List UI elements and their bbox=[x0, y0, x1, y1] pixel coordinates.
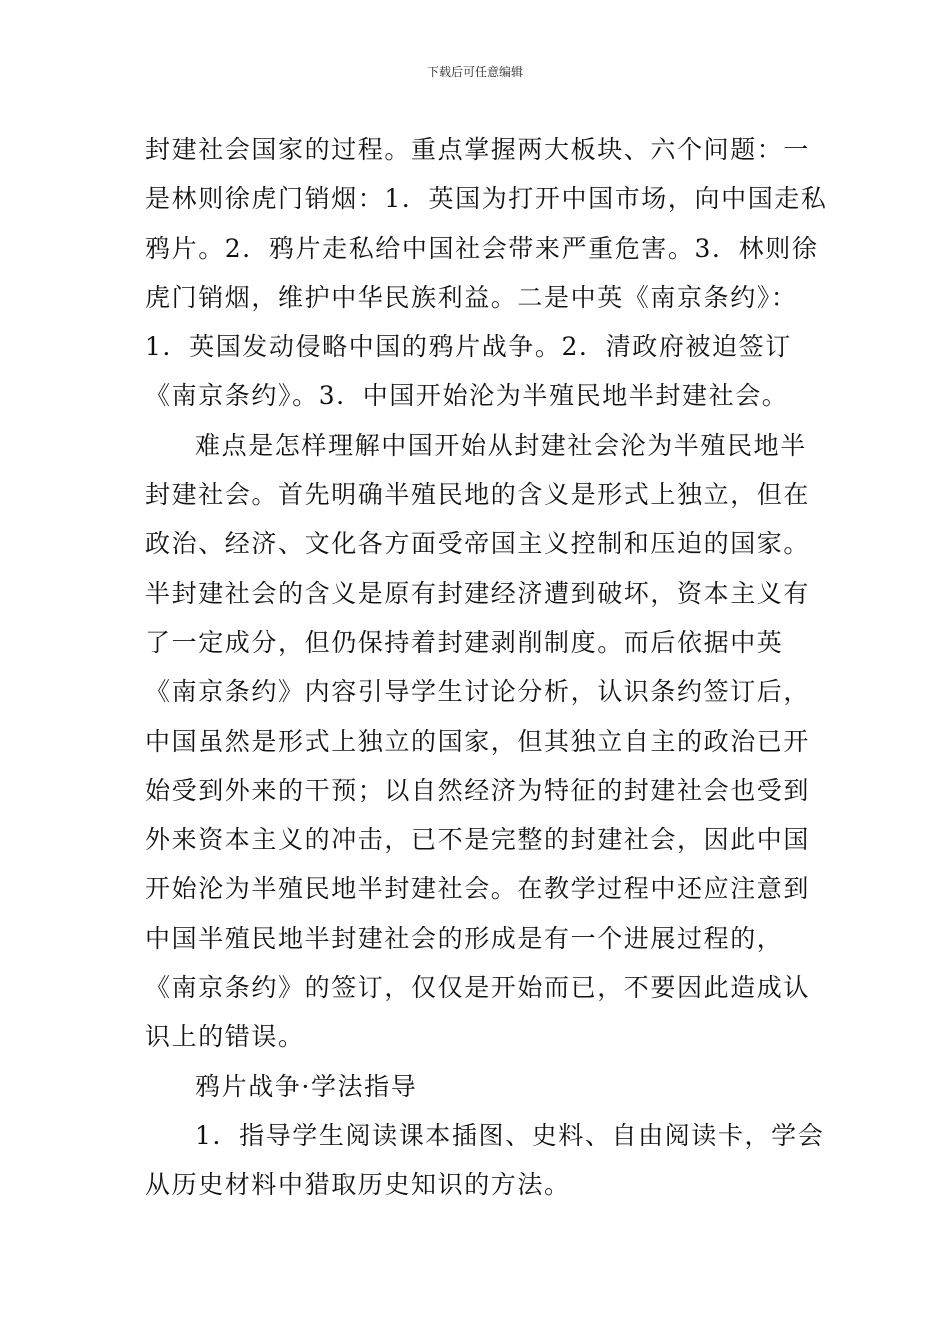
text-line: 难点是怎样理解中国开始从封建社会沦为半殖民地半 bbox=[195, 430, 807, 460]
text-line: 中国半殖民地半封建社会的形成是有一个进展过程的， bbox=[145, 923, 784, 953]
text-line: 半封建社会的含义是原有封建经济遭到破坏，资本主义有 bbox=[145, 578, 811, 608]
section-title: 鸦片战争·学法指导 bbox=[195, 1071, 418, 1101]
text-line: 1．指导学生阅读课本插图、史料、自由阅读卡，学会 bbox=[195, 1120, 825, 1150]
text-line: 封建社会国家的过程。重点掌握两大板块、六个问题：一 bbox=[145, 135, 811, 164]
document-body bbox=[145, 125, 828, 1210]
paragraph-difficulty bbox=[145, 421, 810, 1062]
page-header: 下载后可任意编辑 bbox=[426, 65, 523, 79]
text-line: 《南京条约》。3．中国开始沦为半殖民地半封建社会。 bbox=[145, 381, 789, 411]
paragraph-method-guide bbox=[145, 1111, 825, 1210]
text-line: 封建社会。首先明确半殖民地的含义是形式上独立，但在 bbox=[145, 480, 811, 510]
text-line: 鸦片。2．鸦片走私给中国社会带来严重危害。3．林则徐 bbox=[145, 233, 819, 263]
text-line: 外来资本主义的冲击，已不是完整的封建社会，因此中国 bbox=[145, 825, 811, 855]
paragraph-key-points bbox=[145, 125, 828, 421]
text-line: 政治、经济、文化各方面受帝国主义控制和压迫的国家。 bbox=[145, 529, 811, 559]
text-line: 了一定成分，但仍保持着封建剥削制度。而后依据中英 bbox=[145, 627, 784, 657]
text-line: 《南京条约》的签订，仅仅是开始而已，不要因此造成认 bbox=[145, 973, 811, 1003]
text-line: 开始沦为半殖民地半封建社会。在教学过程中还应注意到 bbox=[145, 874, 811, 904]
text-line: 识上的错误。 bbox=[145, 1022, 305, 1052]
text-line: 1．英国发动侵略中国的鸦片战争。2．清政府被迫签订 bbox=[145, 332, 792, 362]
text-line: 从历史材料中猎取历史知识的方法。 bbox=[145, 1170, 571, 1200]
text-line: 始受到外来的干预；以自然经济为特征的封建社会也受到 bbox=[145, 775, 811, 805]
section-heading bbox=[145, 1062, 810, 1111]
text-line: 虎门销烟，维护中华民族利益。二是中英《南京条约》： bbox=[145, 282, 798, 312]
text-line: 是林则徐虎门销烟：1．英国为打开中国市场，向中国走私 bbox=[145, 184, 828, 214]
text-line: 《南京条约》内容引导学生讨论分析，认识条约签订后， bbox=[145, 677, 811, 707]
text-line: 中国虽然是形式上独立的国家，但其独立自主的政治已开 bbox=[145, 726, 811, 756]
